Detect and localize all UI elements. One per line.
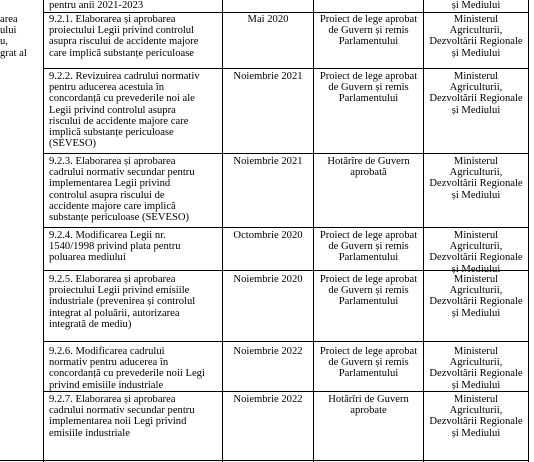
table-row-border — [43, 12, 529, 13]
result-cell: Proiect de lege aprobat de Guvern și remis Parlamentului — [319, 230, 418, 264]
table-row-border — [43, 153, 529, 154]
action-cell: 9.2.7. Elaborarea și aprobarea cadrului normativ secundar pentru implementarea noii Legi privind emisiile industriale — [49, 394, 195, 439]
responsible-cell: Ministerul Agriculturii, Dezvoltării Regionale și Mediului — [429, 14, 523, 59]
table-row-border — [43, 227, 529, 228]
deadline-cell: Noiembrie 2020 — [233, 274, 303, 285]
deadline-cell: Noiembrie 2021 — [233, 156, 303, 167]
table-column-border — [43, 0, 44, 462]
left-column-text: area ului u, grat al — [0, 14, 27, 59]
result-cell: Hotărîre de Guvern aprobată — [327, 156, 410, 179]
responsible-cell: Ministerul Agriculturii, Dezvoltării Regionale și Mediului — [429, 71, 523, 116]
action-cell: 9.2.3. Elaborarea și aprobarea cadrului normativ secundar pentru implementarea Legii privind controlul asupra riscului de accidente majore care implică substanțe periculoase (SEVESO) — [49, 156, 195, 224]
result-cell: Proiect de lege aprobat de Guvern și remis Parlamentului — [319, 14, 418, 48]
table-row-border — [43, 68, 529, 69]
responsible-cell: Ministerul Agriculturii, Dezvoltării Regionale și Mediului — [429, 394, 523, 439]
responsible-cell: Ministerul Agriculturii, Dezvoltării Regionale și Mediului — [429, 274, 523, 319]
table-column-border — [528, 0, 529, 462]
responsible-cell: Ministerul Agriculturii, Dezvoltării Regionale și Mediului — [429, 156, 523, 201]
action-cell: 9.2.4. Modificarea Legii nr. 1540/1998 privind plata pentru poluarea mediului — [49, 230, 181, 264]
deadline-cell: Noiembrie 2022 — [233, 346, 303, 357]
deadline-cell: Noiembrie 2022 — [233, 394, 303, 405]
action-cell: 9.2.2. Revizuirea cadrului normativ pentru aducerea acestuia în concordanță cu prevederile noi ale Legii privind controlul asupra riscului de accidente majore care implică substanțe periculoase (SEVESO) — [49, 71, 200, 150]
result-cell: Hotărîri de Guvern aprobate — [328, 394, 409, 417]
deadline-cell: Mai 2020 — [247, 14, 289, 25]
top-row-action-text: pentru anii 2021-2023 — [49, 0, 144, 11]
deadline-cell: Octombrie 2020 — [233, 230, 303, 241]
table-row-border — [43, 391, 529, 392]
result-cell: Proiect de lege aprobat de Guvern și remis Parlamentului — [319, 274, 418, 308]
action-cell: 9.2.1. Elaborarea și aprobarea proiectului Legii privind controlul asupra riscului de accidente majore care implică substanțe periculoase — [49, 14, 199, 59]
deadline-cell: Noiembrie 2021 — [233, 71, 303, 82]
top-row-responsible-text: și Mediului — [451, 0, 501, 11]
table-bottom-border — [0, 460, 529, 461]
table-row-border — [43, 341, 529, 342]
result-cell: Proiect de lege aprobat de Guvern și remis Parlamentului — [319, 346, 418, 380]
responsible-cell: Ministerul Agriculturii, Dezvoltării Regionale și Mediului — [429, 346, 523, 391]
action-cell: 9.2.6. Modificarea cadrului normativ pentru aducerea în concordanță cu prevederile noii Legi privind emisiile industriale — [49, 346, 205, 391]
action-cell: 9.2.5. Elaborarea și aprobarea proiectului Legii privind emisiile industriale (prevenirea și controlul integrat al poluării, autorizarea integrată de mediu) — [49, 274, 196, 330]
result-cell: Proiect de lege aprobat de Guvern și remis Parlamentului — [319, 71, 418, 105]
responsible-cell: Ministerul Agriculturii, Dezvoltării Regionale și Mediului — [429, 230, 523, 275]
